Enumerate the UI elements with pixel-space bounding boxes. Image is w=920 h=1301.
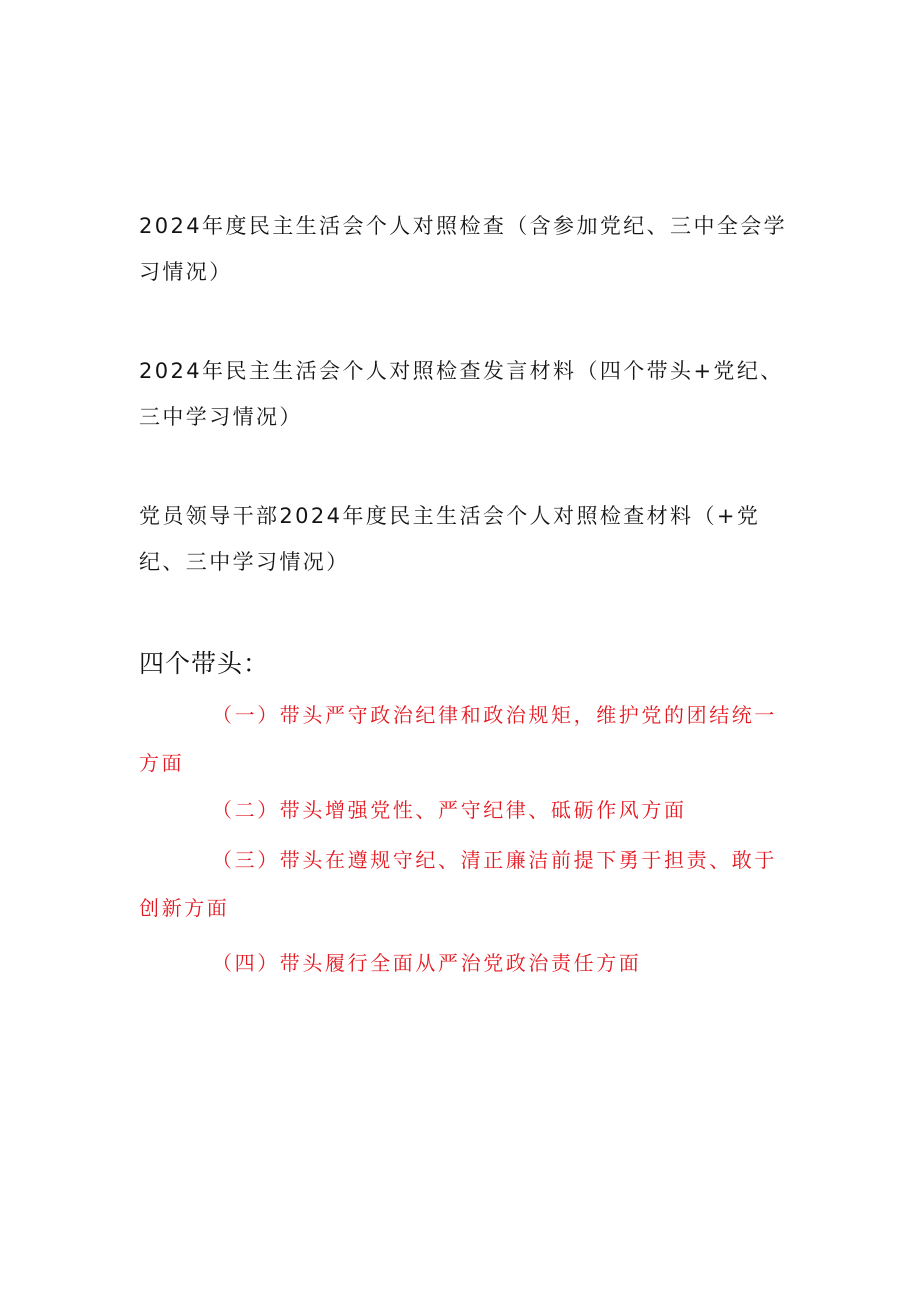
document-title-3: 党员领导干部2024年度民主生活会个人对照检查材料（+党纪、三中学习情况） bbox=[139, 504, 761, 574]
lead-item-2: （二）带头增强党性、严守纪律、砥砺作风方面 bbox=[212, 798, 687, 822]
lead-item-1: （一）带头严守政治纪律和政治规矩，维护党的团结统一方面 bbox=[139, 703, 777, 775]
document-title-1: 2024年度民主生活会个人对照检查（含参加党纪、三中全会学习情况） bbox=[139, 214, 788, 284]
lead-item-4: （四）带头履行全面从严治党政治责任方面 bbox=[212, 951, 642, 975]
document-title-2: 2024年民主生活会个人对照检查发言材料（四个带头+党纪、三中学习情况） bbox=[139, 359, 784, 429]
section-heading-four-leads: 四个带头： bbox=[139, 649, 270, 678]
lead-item-3: （三）带头在遵规守纪、清正廉洁前提下勇于担责、敢于创新方面 bbox=[139, 848, 777, 920]
